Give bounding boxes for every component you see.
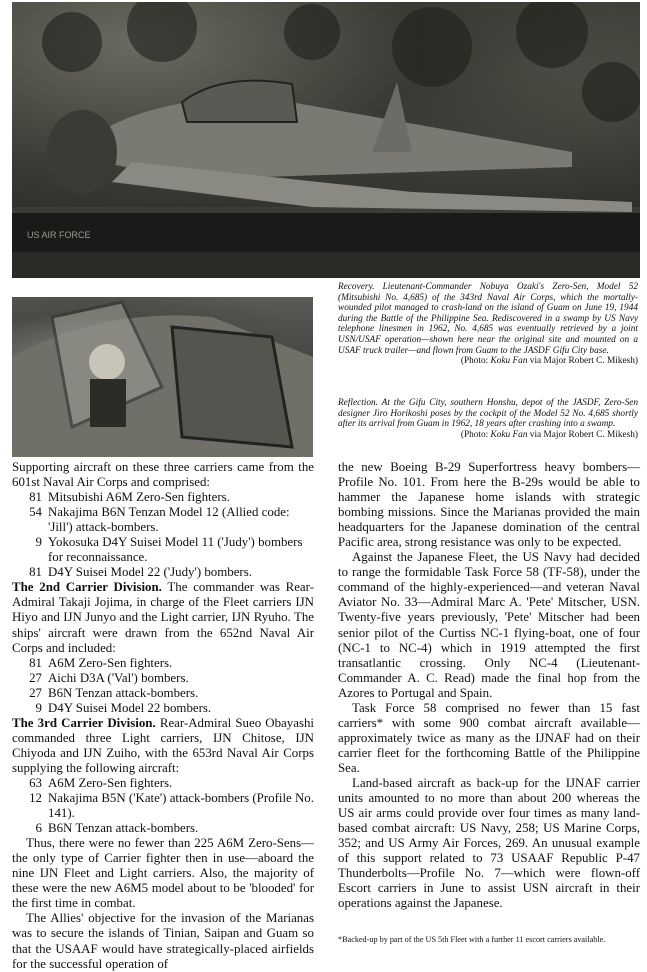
- caption-reflection-credit: (Photo: Koku Fan via Major Robert C. Mikesh): [460, 429, 638, 440]
- list-652nd: [12, 656, 314, 716]
- list-653rd: [12, 776, 314, 836]
- caption-reflection: [338, 398, 638, 440]
- div3-heading: The 3rd Carrier Division.: [12, 715, 156, 730]
- list-item: 6 B6N Tenzan attack-bombers.: [35, 821, 199, 836]
- photo-horikoshi-cockpit: [12, 297, 313, 457]
- list-item: 27 Aichi D3A ('Val') bombers.: [29, 670, 189, 685]
- list-item: 27 B6N Tenzan attack-bombers.: [29, 685, 199, 700]
- caption-reflection-text: Reflection. At the Gifu City, southern Honshu, depot of the JASDF, Zero-Sen designer Jiro Horikoshi poses by the cockpit of the Model 52 No. 4,685 shortly after its arrival from Guam in 1962, 18 years after crashing into a swamp.: [338, 398, 638, 430]
- div3-paragraph: The 3rd Carrier Division. Rear-Admiral Sueo Obayashi commanded three Light carriers, IJN Chitose, IJN Chiyoda and IJN Zuiho, with the 653rd Naval Air Corps supplying the following aircraft:: [12, 715, 314, 775]
- list-item: 81 D4Y Suisei Model 22 ('Judy') bombers.: [29, 565, 252, 580]
- list-item: 63 A6M Zero-Sen fighters.: [29, 775, 173, 790]
- photo-zero-sen-trailer: [12, 2, 640, 278]
- carriers-paragraph: Task Force 58 comprised no fewer than 15 fast carriers* with some 900 combat aircraft available—approximately twice as many as the IJNAF had on their carrier fleet for the forthcoming Battle of the Philippine Sea.: [338, 700, 640, 775]
- thus-paragraph: Thus, there were no fewer than 225 A6M Zero-Sens—the only type of Carrier fighter then in use—aboard the nine IJN Fleet and Light carriers. Also, the majority of these were the new A6M5 model about to be 'blooded' for the first time in combat.: [12, 836, 314, 911]
- footnote: *Backed-up by part of the US 5th Fleet with a further 11 escort carriers available.: [338, 935, 606, 944]
- left-column: [12, 460, 314, 972]
- intro-paragraph: Supporting aircraft on these three carriers came from the 601st Naval Air Corps and comprised:: [12, 460, 314, 490]
- landbased-paragraph: Land-based aircraft as back-up for the IJNAF carrier units amounted to no more than about 200 whereas the US air arms could provide over four times as many land-based combat aircraft: US Navy, 258; US Marine Corps, 352; and US Army Air Forces, 269. An unusual example of this support related to 73 USAAF Republic P-47 Thunderbolts—Profile No. 7—which were flown-off Escort carriers in June to assist USN aircraft in their operations against the Japanese.: [338, 775, 640, 911]
- zero-sen-illustration: [12, 2, 640, 278]
- trailer-marking: US AIR FORCE: [27, 230, 91, 240]
- b29-paragraph: the new Boeing B-29 Superfortress heavy bombers—Profile No. 101. From here the B-29s would be able to hammer the Japanese home islands with strategic bombing missions. Since the Marianas provided the main headquarters for the Japanese domination of the central Pacific area, strong resistance was only to be expected.: [338, 460, 640, 550]
- list-item: 12 Nakajima B5N ('Kate') attack-bombers (Profile No. 141).: [29, 791, 314, 821]
- list-item: 9 D4Y Suisei Model 22 bombers.: [35, 700, 212, 715]
- list-item: 81 A6M Zero-Sen fighters.: [29, 655, 173, 670]
- list-item: 9 Yokosuka D4Y Suisei Model 11 ('Judy') bombers for reconnaissance.: [35, 535, 303, 565]
- caption-recovery: [338, 282, 638, 367]
- cockpit-illustration: [12, 297, 313, 457]
- tf58-paragraph: Against the Japanese Fleet, the US Navy had decided to range the formidable Task Force 58 (TF-58), under the command of the highly-experienced—and veteran Naval Aviator No. 33—Admiral Marc A. 'Pete' Mitscher, USN. Twenty-five years previously, 'Pete' Mitscher had been senior pilot of the Curtiss NC-1 flying-boat, one of four (NC-1 to NC-4) which in 1919 attempted the first transatlantic crossing. Only NC-4 (Lieutenant-Commander A. C. Read) made the final hop from the Azores to Portugal and Spain.: [338, 550, 640, 700]
- div2-heading: The 2nd Carrier Division.: [12, 580, 162, 595]
- div2-paragraph: The 2nd Carrier Division. The commander was Rear-Admiral Takaji Jojima, in charge of the Fleet carriers IJN Hiyo and IJN Junyo and the Light carrier, IJN Ryuho. The ships' aircraft were drawn from the 652nd Naval Air Corps and included:: [12, 580, 314, 655]
- caption-recovery-text: Recovery. Lieutenant-Commander Nobuya Ozaki's Zero-Sen, Model 52 (Mitsubishi No. 4,685) of the 343rd Naval Air Corps, which the mortally-wounded pilot managed to crash-land on the island of Guam on June 19, 1944 during the Battle of the Philippine Sea. Rediscovered in a swamp by US Navy telephone linesmen in 1962, No. 4,685 was eventually retrieved by a joint USN/USAF operation—shown here near the original site and mounted on a USAF truck trailer—and flown from Guam to the JASDF Gifu City base.: [338, 282, 638, 356]
- list-item: 54 Nakajima B6N Tenzan Model 12 (Allied code: 'Jill') attack-bombers.: [29, 505, 290, 535]
- list-item: 81 Mitsubishi A6M Zero-Sen fighters.: [29, 490, 230, 505]
- caption-recovery-credit: (Photo: Koku Fan via Major Robert C. Mikesh): [460, 356, 638, 367]
- list-601st: [12, 490, 314, 580]
- allies-paragraph: The Allies' objective for the invasion of the Marianas was to secure the islands of Tinian, Saipan and Guam so that the USAAF would have strategically-placed airfields for the successful operation of: [12, 911, 314, 971]
- right-column: [338, 460, 640, 911]
